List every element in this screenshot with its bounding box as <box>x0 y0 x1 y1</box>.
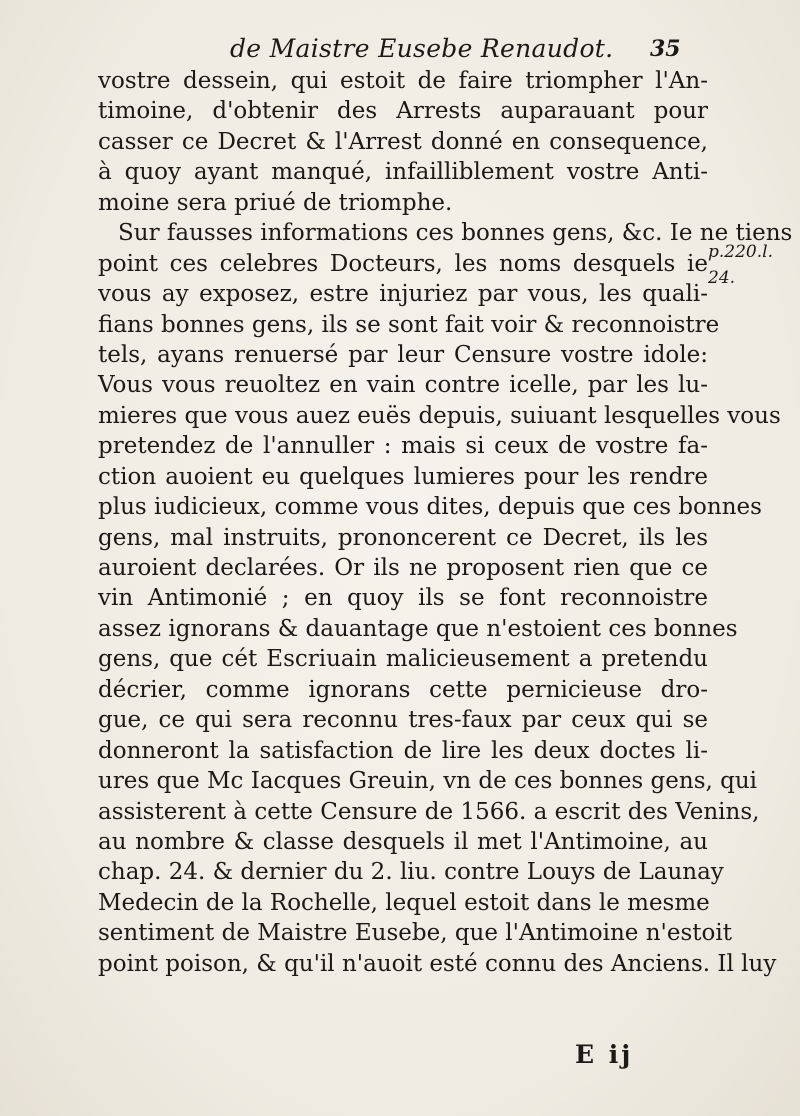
text-line: gens, mal instruits, prononcerent ce Decret, ils les <box>98 524 708 551</box>
text-line: vostre dessein, qui estoit de faire triompher l'An- <box>98 68 708 94</box>
text-line: Vous vous reuoltez en vain contre icelle, par les lu- <box>98 372 708 399</box>
text-line: donneront la satisfaction de lire les deux doctes li- <box>98 737 708 764</box>
text-line: vous ay exposez, estre injuriez par vous, les quali- <box>98 281 708 308</box>
signature-mark: E ij <box>575 1040 634 1069</box>
text-line: chap. 24. & dernier du 2. liu. contre Louys de Launay <box>98 859 724 886</box>
margin-note-line: p.220.l. <box>708 242 773 262</box>
text-line: point ces celebres Docteurs, les noms desquels ie <box>98 250 708 277</box>
page-number: 35 <box>650 36 681 62</box>
text-line: tels, ayans renuersé par leur Censure vostre idole: <box>98 341 708 368</box>
text-line: gens, que cét Escriuain malicieusement a pretendu <box>98 646 708 673</box>
text-line: pretendez de l'annuller : mais si ceux de vostre fa- <box>98 433 708 460</box>
text-line: casser ce Decret & l'Arrest donné en consequence, <box>98 128 708 155</box>
text-line: Sur fausses informations ces bonnes gens, &c. Ie ne tiens <box>118 220 793 247</box>
margin-note-line: 24. <box>708 268 736 288</box>
text-line: à quoy ayant manqué, infailliblement vostre Anti- <box>98 159 708 186</box>
text-line: timoine, d'obtenir des Arrests auparauant pour <box>98 98 708 125</box>
text-line: vin Antimonié ; en quoy ils se font reconnoistre <box>98 585 708 612</box>
text-line: mieres que vous auez euës depuis, suiuant lesquelles vous <box>98 402 781 429</box>
text-line: sentiment de Maistre Eusebe, que l'Antimoine n'estoit <box>98 920 732 947</box>
text-line: Medecin de la Rochelle, lequel estoit dans le mesme <box>98 889 710 916</box>
text-line: assisterent à cette Censure de 1566. a escrit des Venins, <box>98 798 760 825</box>
running-title: de Maistre Eusebe Renaudot. <box>230 34 614 63</box>
text-line: assez ignorans & dauantage que n'estoient ces bonnes <box>98 615 738 642</box>
text-line: moine sera priué de triomphe. <box>98 189 453 216</box>
page-header <box>0 28 800 68</box>
text-line: ction auoient eu quelques lumieres pour les rendre <box>98 463 708 490</box>
text-line: ures que Mc Iacques Greuin, vn de ces bonnes gens, qui <box>98 768 758 795</box>
text-line: fians bonnes gens, ils se sont fait voir & reconnoistre <box>98 311 720 338</box>
text-line: gue, ce qui sera reconnu tres-faux par ceux qui se <box>98 707 708 734</box>
text-line: point poison, & qu'il n'auoit esté connu des Anciens. Il luy <box>98 950 777 977</box>
text-line: décrier, comme ignorans cette pernicieuse dro- <box>98 676 708 703</box>
text-line: au nombre & classe desquels il met l'Antimoine, au <box>98 828 708 855</box>
text-line: plus iudicieux, comme vous dites, depuis que ces bonnes <box>98 494 762 521</box>
text-line: auroient declarées. Or ils ne proposent rien que ce <box>98 555 708 581</box>
